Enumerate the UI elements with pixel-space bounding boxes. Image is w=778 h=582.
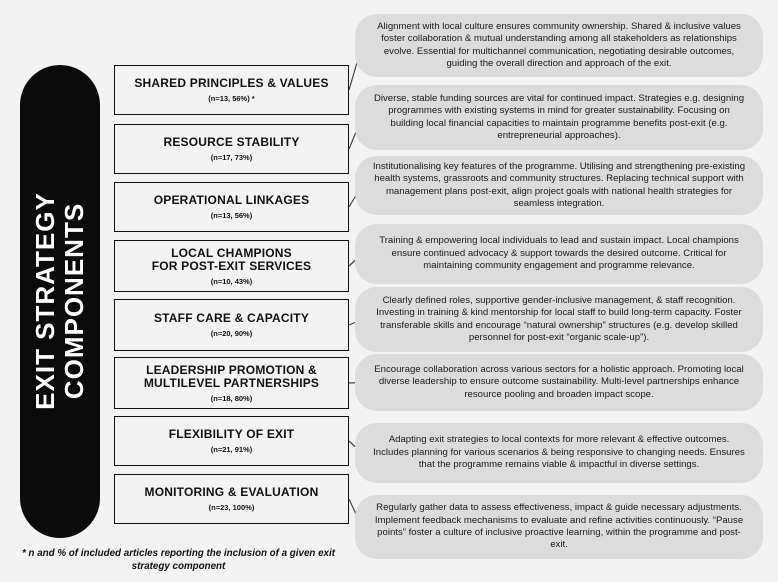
side-title-line-2: COMPONENTS — [59, 202, 89, 400]
component-label: RESOURCE STABILITY — [163, 135, 300, 149]
description-bubble-operational-linkages: Institutionalising key features of the programme. Utilising and strengthening pre-existing health systems, grassroots and community structures. Replacing technical support with management plans post-exit, align project goals with national health strategies for seamless integration. — [355, 156, 763, 215]
side-title — [31, 192, 89, 410]
description-bubble-shared-principles: Alignment with local culture ensures community ownership. Shared & inclusive values foster collaboration & mutual understanding among all stakeholders as relationships evolve. Essential for multichannel communication, negotiating desirable outcomes, guiding the overall direction and approach of the exit. — [355, 14, 763, 77]
component-stat: (n=13, 56%) * — [208, 94, 255, 103]
description-bubble-local-champions: Training & empowering local individuals to lead and sustain impact. Local champions ensure continued advocacy & support towards the desired outcome. Critical for maintaining community engagement and programme relevance. — [355, 224, 763, 284]
description-bubble-leadership-promotion: Encourage collaboration across various sectors for a holistic approach. Promoting local diverse leadership to ensure outcome sustainability. Multi-level partnerships enhance resource pooling and broaden impact scope. — [355, 354, 763, 411]
component-stat: (n=17, 73%) — [210, 153, 253, 162]
component-label: OPERATIONAL LINKAGES — [153, 193, 310, 207]
component-box-leadership-promotion — [114, 357, 349, 409]
component-box-local-champions — [114, 240, 349, 292]
description-bubble-monitoring-evaluation: Regularly gather data to assess effectiveness, impact & guide necessary adjustments. Implement feedback mechanisms to evaluate and refine activities continuously. “Pause points” foster a culture of inclusive proactive learning, within the programme and post-exit. — [355, 495, 763, 559]
component-stat: (n=23, 100%) — [208, 503, 255, 512]
component-label: FLEXIBILITY OF EXIT — [168, 427, 295, 441]
component-box-shared-principles — [114, 65, 349, 115]
description-bubble-staff-care: Clearly defined roles, supportive gender-inclusive management, & staff recognition. Investing in training & kind mentorship for local staff to build long-term capacity. Foster transferable skills and encourage “natural ownership” structures (e.g. develop skilled personnel for post-exit “organic scale-up”). — [355, 287, 763, 352]
component-box-operational-linkages — [114, 182, 349, 232]
component-stat: (n=21, 91%) — [210, 445, 253, 454]
component-box-monitoring-evaluation — [114, 474, 349, 524]
component-stat: (n=18, 80%) — [210, 393, 253, 403]
component-stat: (n=10, 43%) — [210, 276, 253, 286]
component-stat: (n=20, 90%) — [210, 329, 253, 338]
component-label: LEADERSHIP PROMOTION & MULTILEVEL PARTNERSHIPS — [143, 362, 320, 390]
component-label: MONITORING & EVALUATION — [144, 485, 319, 499]
component-box-staff-care — [114, 299, 349, 351]
footnote: * n and % of included articles reporting the inclusion of a given exit strategy component — [21, 548, 335, 572]
component-label: LOCAL CHAMPIONS FOR POST-EXIT SERVICES — [151, 245, 312, 273]
component-label: SHARED PRINCIPLES & VALUES — [134, 76, 329, 90]
side-title-line-1: EXIT STRATEGY — [30, 192, 60, 410]
component-box-resource-stability — [114, 124, 349, 174]
component-label: STAFF CARE & CAPACITY — [153, 311, 310, 325]
component-box-flexibility-of-exit — [114, 416, 349, 466]
description-bubble-flexibility-of-exit: Adapting exit strategies to local contexts for more relevant & effective outcomes. Includes planning for various scenarios & being responsive to changing needs. Ensures that the programme remains viable & impactful in diverse settings. — [355, 423, 763, 483]
component-stat: (n=13, 56%) — [210, 211, 253, 220]
description-bubble-resource-stability: Diverse, stable funding sources are vital for continued impact. Strategies e.g. designing programmes with existing systems in mind for greater sustainability. Focusing on building local financial capacities to maintain programme benefits post-exit (e.g. entrepreneurial approaches). — [355, 85, 763, 150]
